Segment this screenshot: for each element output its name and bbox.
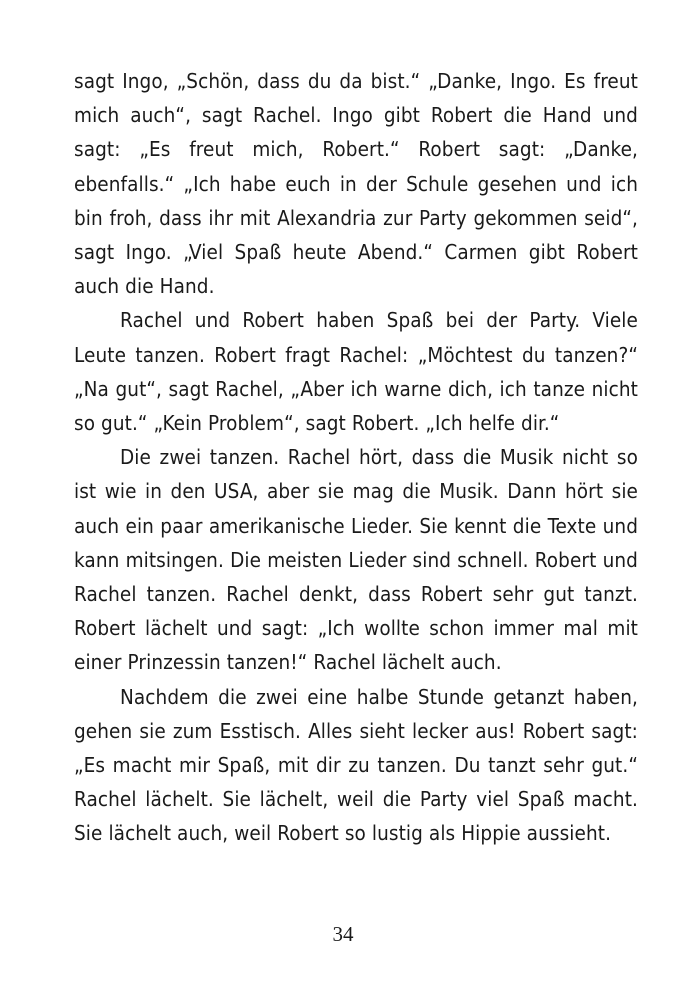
body-text bbox=[74, 64, 638, 851]
page-number: 34 bbox=[332, 922, 354, 946]
paragraph-4: Nachdem die zwei eine halbe Stunde getanzt haben, gehen sie zum Esstisch. Alles sieht lecker aus! Robert sagt: „Es macht mir Spaß, mit dir zu tanzen. Du tanzt sehr gut.“ Rachel lächelt. Sie lächelt, weil die Party viel Spaß macht. Sie lächelt auch, weil Robert so lustig als Hippie aussieht. bbox=[74, 684, 638, 846]
paragraph-2: Rachel und Robert haben Spaß bei der Party. Viele Leute tanzen. Robert fragt Rachel: „Möchtest du tanzen?“ „Na gut“, sagt Rachel, „Aber ich warne dich, ich tanze nicht so gut.“ „Kein Problem“, sagt Robert. „Ich helfe dir.“ bbox=[74, 308, 638, 436]
paragraph-3: Die zwei tanzen. Rachel hört, dass die Musik nicht so ist wie in den USA, aber sie mag die Musik. Dann hört sie auch ein paar amerikanische Lieder. Sie kennt die Texte und kann mitsingen. Die meisten Lieder sind schnell. Robert und Rachel tanzen. Rachel denkt, dass Robert sehr gut tanzt. Robert lächelt und sagt: „Ich wollte schon immer mal mit einer Prinzessin tanzen!“ Rachel lächelt auch. bbox=[74, 445, 638, 675]
paragraph-1: sagt Ingo, „Schön, dass du da bist.“ „Danke, Ingo. Es freut mich auch“, sagt Rachel. Ingo gibt Robert die Hand und sagt: „Es freut mich, Robert.“ Robert sagt: „Danke, ebenfalls.“ „Ich habe euch in der Schule gesehen und ich bin froh, dass ihr mit Alexandria zur Party gekommen seid“, sagt Ingo. „Viel Spaß heute Abend.“ Carmen gibt Robert auch die Hand. bbox=[74, 69, 638, 299]
